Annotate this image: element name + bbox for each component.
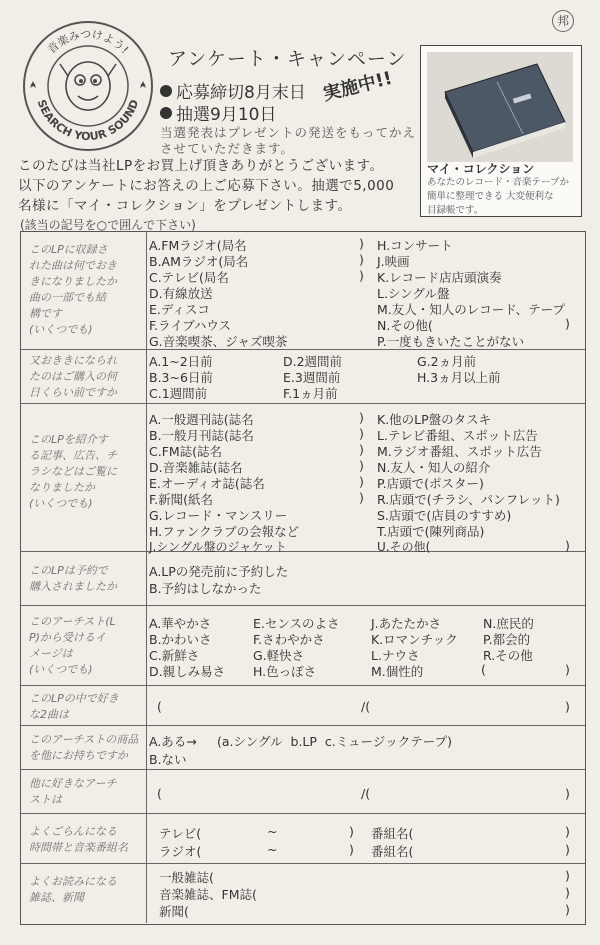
option-audio-mag[interactable]: E.オーディオ誌(誌名 bbox=[149, 476, 265, 491]
option-yes[interactable]: A.ある→ bbox=[149, 734, 197, 749]
newspaper-field[interactable]: 新聞( bbox=[159, 904, 189, 919]
option-2-weeks[interactable]: D.2週間前 bbox=[283, 354, 343, 369]
close-paren: ) bbox=[359, 252, 364, 267]
option-tv[interactable]: C.テレビ(局名 bbox=[149, 270, 229, 285]
close-paren: ) bbox=[565, 885, 570, 900]
option-concert[interactable]: H.コンサート bbox=[377, 238, 453, 253]
intro-line-2: 以下のアンケートにお答えの上ご応募下さい。抽選で5,000 bbox=[18, 178, 395, 194]
close-paren: ) bbox=[359, 490, 364, 505]
music-magazine-field[interactable]: 音楽雑誌、FM誌( bbox=[159, 887, 257, 902]
option-monthly-mag[interactable]: B.一般月刊誌(誌名 bbox=[149, 428, 254, 443]
question-row-programs bbox=[21, 814, 585, 864]
option-unique[interactable]: M.個性的 bbox=[371, 664, 424, 679]
question-row-reading bbox=[21, 864, 585, 923]
close-paren: ) bbox=[565, 699, 570, 714]
option-other[interactable]: R.その他 bbox=[483, 648, 533, 663]
question-label: よくごらんになる 時間帯と音楽番組名 bbox=[29, 825, 128, 854]
tilde: ~ bbox=[267, 824, 278, 839]
option-store-flyer[interactable]: R.店頭で(チラシ、パンフレット) bbox=[377, 492, 560, 507]
option-1-2-days[interactable]: A.1~2日前 bbox=[149, 354, 213, 369]
option-movie[interactable]: J.映画 bbox=[377, 254, 410, 269]
announcement-note-2: させていただきます。 bbox=[160, 141, 295, 156]
radio-time-field[interactable]: ラジオ( bbox=[159, 844, 202, 859]
option-single[interactable]: L.シングル盤 bbox=[377, 286, 450, 301]
option-fm-radio[interactable]: A.FMラジオ(局名 bbox=[149, 238, 247, 253]
product-title: マイ・コレクション bbox=[427, 162, 535, 176]
option-1-month[interactable]: F.1ヵ月前 bbox=[283, 386, 338, 401]
option-1-week[interactable]: C.1週間前 bbox=[149, 386, 208, 401]
tv-program-field[interactable]: 番組名( bbox=[371, 826, 414, 841]
option-single-jacket[interactable]: J.シングル盤のジャケット bbox=[149, 540, 287, 554]
deadline-line: 応募締切8月末日 bbox=[160, 78, 306, 103]
corner-mark: 邦 bbox=[552, 10, 574, 32]
song-1-open[interactable]: ( bbox=[157, 699, 162, 714]
close-paren: ) bbox=[565, 662, 570, 677]
close-paren: ) bbox=[565, 902, 570, 917]
option-warm[interactable]: J.あたたかさ bbox=[371, 616, 442, 631]
option-tv-ad[interactable]: L.テレビ番組、スポット広告 bbox=[377, 428, 538, 443]
option-store-poster[interactable]: P.店頭で(ポスター) bbox=[377, 476, 484, 491]
svg-text:SEARCH YOUR SOUND: SEARCH YOUR SOUND bbox=[34, 97, 142, 144]
question-label: 他に好きなアーチ ストは bbox=[29, 777, 117, 806]
option-no[interactable]: B.ない bbox=[149, 752, 187, 767]
option-trendy[interactable]: L.ナウさ bbox=[371, 648, 420, 663]
question-label: このLPの中で好き な2曲は bbox=[29, 692, 119, 721]
option-fanclub[interactable]: H.ファンクラブの会報など bbox=[149, 524, 300, 539]
tilde: ~ bbox=[267, 842, 278, 857]
intro-line-1: このたびは当社LPをお買上げ頂きありがとうございます。 bbox=[18, 158, 384, 174]
instruction: (該当の記号を○で囲んで下さい) bbox=[20, 218, 196, 232]
owned-product-types[interactable]: (a.シングル b.LP c.ミュージックテープ) bbox=[217, 734, 452, 749]
option-am-radio[interactable]: B.AMラジオ(局名 bbox=[149, 254, 249, 269]
artist-1-open[interactable]: ( bbox=[157, 786, 162, 801]
general-magazine-field[interactable]: 一般雑誌( bbox=[159, 870, 214, 885]
question-row-other-artists bbox=[21, 770, 585, 814]
option-refreshing[interactable]: F.さわやかさ bbox=[253, 632, 325, 647]
option-music-cafe[interactable]: G.音楽喫茶、ジャズ喫茶 bbox=[149, 334, 288, 349]
question-row-owned-products bbox=[21, 726, 585, 770]
close-paren: ) bbox=[359, 426, 364, 441]
option-live-house[interactable]: F.ライブハウス bbox=[149, 318, 232, 333]
bullet-icon bbox=[160, 107, 172, 119]
question-label: このLPに収録さ れた曲は何でおき きになりましたか 曲の一部でも結 構です (いくつでも) bbox=[29, 243, 117, 336]
now-running-badge: 実施中!! bbox=[320, 67, 395, 106]
question-row-source bbox=[21, 232, 585, 350]
close-paren: ) bbox=[565, 868, 570, 883]
close-paren: ) bbox=[359, 458, 364, 473]
option-other[interactable]: N.その他( bbox=[377, 318, 433, 333]
option-not-preordered[interactable]: B.予約はしなかった bbox=[149, 581, 262, 596]
option-everyman[interactable]: N.庶民的 bbox=[483, 616, 534, 631]
option-record-monthly[interactable]: G.レコード・マンスリー bbox=[149, 508, 288, 523]
option-3-months-plus[interactable]: H.3ヵ月以上前 bbox=[417, 370, 501, 385]
option-cute[interactable]: B.かわいさ bbox=[149, 632, 212, 647]
close-paren: ) bbox=[359, 442, 364, 457]
question-row-image bbox=[21, 606, 585, 686]
option-store-staff[interactable]: S.店頭で(店員のすすめ) bbox=[377, 508, 512, 523]
close-paren: ) bbox=[359, 474, 364, 489]
question-label: このLPは予約で 購入されましたか bbox=[29, 564, 117, 593]
option-fresh[interactable]: C.新鮮さ bbox=[149, 648, 200, 663]
question-label: このアーチストの商品 を他にお持ちですか bbox=[29, 733, 139, 762]
option-disco[interactable]: E.ディスコ bbox=[149, 302, 210, 317]
svg-text:音楽みつけよう!: 音楽みつけよう! bbox=[45, 27, 132, 57]
search-your-sound-seal bbox=[20, 18, 156, 154]
option-3-weeks[interactable]: E.3週間前 bbox=[283, 370, 341, 385]
option-record-shop[interactable]: K.レコード店店頭演奏 bbox=[377, 270, 502, 285]
question-row-favorite-songs bbox=[21, 686, 585, 726]
bullet-icon bbox=[160, 85, 172, 97]
option-gorgeous[interactable]: A.華やかさ bbox=[149, 616, 212, 631]
close-paren: ) bbox=[565, 786, 570, 801]
announcement-note-1: 当選発表はプレゼントの発送をもってかえ bbox=[160, 125, 417, 140]
option-preordered[interactable]: A.LPの発売前に予約した bbox=[149, 564, 289, 579]
campaign-title: アンケート・キャンペーン bbox=[168, 48, 407, 70]
close-paren: ) bbox=[349, 842, 354, 857]
artist-2-open[interactable]: /( bbox=[361, 786, 371, 801]
lottery-line: 抽選9月10日 bbox=[160, 100, 276, 125]
product-description: あなたのレコード・音楽テープか 簡単に整理できる 大変便利な 目録帳です。 bbox=[427, 177, 570, 216]
option-2-months[interactable]: G.2ヵ月前 bbox=[417, 354, 477, 369]
song-2-open[interactable]: /( bbox=[361, 699, 371, 714]
survey-table bbox=[20, 231, 586, 925]
option-newspaper[interactable]: F.新聞(紙名 bbox=[149, 492, 214, 507]
close-paren: ) bbox=[359, 410, 364, 425]
question-label: よくお読みになる 雑誌、新聞 bbox=[29, 875, 117, 904]
close-paren: ) bbox=[349, 824, 354, 839]
option-friend[interactable]: M.友人・知人のレコード、テープ bbox=[377, 302, 566, 317]
question-row-preorder bbox=[21, 552, 585, 606]
open-paren: ( bbox=[481, 662, 486, 677]
option-light[interactable]: G.軽快さ bbox=[253, 648, 305, 663]
close-paren: ) bbox=[565, 842, 570, 857]
option-radio-ad[interactable]: M.ラジオ番組、スポット広告 bbox=[377, 444, 542, 459]
option-sexy[interactable]: H.色っぽさ bbox=[253, 664, 317, 679]
close-paren: ) bbox=[359, 268, 364, 283]
option-good-sense[interactable]: E.センスのよさ bbox=[253, 616, 340, 631]
tv-time-field[interactable]: テレビ( bbox=[159, 826, 202, 841]
question-row-media bbox=[21, 404, 585, 552]
option-lp-obi[interactable]: K.他のLP盤のタスキ bbox=[377, 412, 492, 427]
option-urban[interactable]: P.都会的 bbox=[483, 632, 531, 647]
close-paren: ) bbox=[565, 316, 570, 331]
option-3-6-days[interactable]: B.3~6日前 bbox=[149, 370, 213, 385]
question-label: このアーチスト(L P)から受けるイ メージは (いくつでも) bbox=[29, 615, 116, 676]
option-romantic[interactable]: K.ロマンチック bbox=[371, 632, 458, 647]
option-never-heard[interactable]: P.一度もきいたことがない bbox=[377, 334, 525, 349]
question-label: このLPを紹介す る記事、広告、チ ラシなどはご覧に なりましたか (いくつでも) bbox=[29, 433, 117, 510]
option-friend-intro[interactable]: N.友人・知人の紹介 bbox=[377, 460, 491, 475]
option-music-mag[interactable]: D.音楽雑誌(誌名 bbox=[149, 460, 243, 475]
binder-illustration bbox=[427, 52, 573, 162]
option-friendly[interactable]: D.親しみ易さ bbox=[149, 664, 226, 679]
product-box bbox=[420, 45, 582, 217]
question-row-timing bbox=[21, 350, 585, 404]
close-paren: ) bbox=[565, 824, 570, 839]
close-paren: ) bbox=[565, 538, 570, 553]
close-paren: ) bbox=[359, 236, 364, 251]
radio-program-field[interactable]: 番組名( bbox=[371, 844, 414, 859]
option-cable[interactable]: D.有線放送 bbox=[149, 286, 213, 301]
question-label: 又おききになられ たのはご購入の何 日くらい前ですか bbox=[29, 354, 117, 399]
intro-line-3: 名様に「マイ・コレクション」をプレゼントします。 bbox=[18, 198, 352, 214]
option-other[interactable]: U.その他( bbox=[377, 540, 431, 554]
option-fm-mag[interactable]: C.FM誌(誌名 bbox=[149, 444, 223, 459]
option-store-display[interactable]: T.店頭で(陳列商品) bbox=[377, 524, 485, 539]
option-weekly-mag[interactable]: A.一般週刊誌(誌名 bbox=[149, 412, 254, 427]
